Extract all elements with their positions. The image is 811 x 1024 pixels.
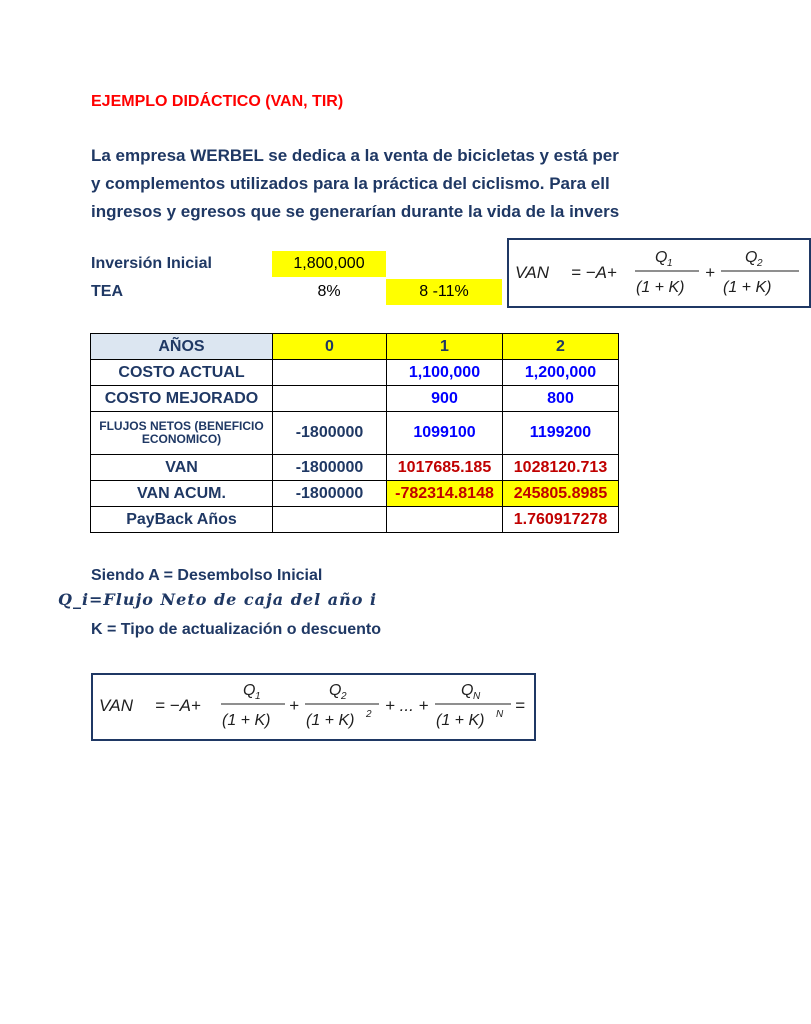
formula-top-s2: 2: [757, 258, 763, 269]
cell[interactable]: -1800000: [273, 455, 387, 481]
formula-qn: Q: [461, 682, 474, 699]
cell[interactable]: 1,200,000: [503, 360, 619, 386]
cell[interactable]: [273, 507, 387, 533]
cell[interactable]: -782314.8148: [387, 481, 503, 507]
table-row: [91, 360, 619, 386]
formula-lhs: VAN: [99, 696, 134, 715]
paragraph-line-3: ingresos y egresos que se generarían durante la vida de la invers: [91, 202, 620, 221]
formula-plus: +: [289, 696, 299, 715]
cell[interactable]: [387, 507, 503, 533]
inversion-label: Inversión Inicial: [91, 255, 212, 272]
formula-s1: 1: [255, 691, 261, 702]
row-label-flujos-netos[interactable]: FLUJOS NETOS (BENEFICIO ECONOMICO): [91, 412, 273, 455]
formula-box-bottom: [91, 673, 536, 741]
cell[interactable]: 245805.8985: [503, 481, 619, 507]
paragraph-line-1: La empresa WERBEL se dedica a la venta de bicicletas y está per: [91, 146, 619, 165]
cell[interactable]: 1099100: [387, 412, 503, 455]
formula-top-lhs: VAN: [515, 263, 550, 282]
formula-top-q1: Q: [655, 249, 668, 266]
formula-box-top: [507, 238, 811, 308]
cell[interactable]: 1,100,000: [387, 360, 503, 386]
cash-flow-table: [90, 333, 619, 533]
tea-range-cell[interactable]: 8 -11%: [386, 279, 502, 305]
formula-eq: = −A+: [155, 696, 201, 715]
formula-top-s1: 1: [667, 258, 673, 269]
table-row: [91, 455, 619, 481]
formula-bottom-svg: [93, 675, 534, 739]
cell[interactable]: -1800000: [273, 481, 387, 507]
table-row: [91, 386, 619, 412]
formula-top-den2: (1 + K): [723, 279, 772, 296]
definition-k: K = Tipo de actualización o descuento: [91, 621, 381, 638]
formula-denn: (1 + K): [436, 712, 485, 729]
formula-top-svg: [509, 240, 809, 306]
formula-top-den1: (1 + K): [636, 279, 685, 296]
formula-q2: Q: [329, 682, 342, 699]
row-label-costo-mejorado[interactable]: COSTO MEJORADO: [91, 386, 273, 412]
formula-s2: 2: [341, 691, 347, 702]
header-year-0[interactable]: 0: [273, 334, 387, 360]
cell[interactable]: 1199200: [503, 412, 619, 455]
table-row: [91, 481, 619, 507]
cell[interactable]: [273, 386, 387, 412]
header-year-1[interactable]: 1: [387, 334, 503, 360]
page-title: EJEMPLO DIDÁCTICO (VAN, TIR): [91, 93, 344, 110]
tea-label: TEA: [91, 283, 123, 300]
table-row: [91, 412, 619, 455]
cell[interactable]: 1.760917278: [503, 507, 619, 533]
header-years[interactable]: AÑOS: [91, 334, 273, 360]
cell[interactable]: 800: [503, 386, 619, 412]
table-row: [91, 507, 619, 533]
tea-value-cell[interactable]: 8%: [317, 283, 341, 300]
paragraph-line-2: y complementos utilizados para la práctica del ciclismo. Para ell: [91, 174, 610, 193]
formula-dots: + ... +: [385, 696, 429, 715]
row-label-van-acum[interactable]: VAN ACUM.: [91, 481, 273, 507]
row-label-costo-actual[interactable]: COSTO ACTUAL: [91, 360, 273, 386]
row-label-payback[interactable]: PayBack Años: [91, 507, 273, 533]
formula-top-q2: Q: [745, 249, 758, 266]
formula-q1: Q: [243, 682, 256, 699]
formula-sn: N: [473, 691, 481, 702]
cell[interactable]: 900: [387, 386, 503, 412]
inversion-value-cell[interactable]: 1,800,000: [272, 251, 386, 277]
formula-exp2: 2: [366, 709, 372, 720]
cell[interactable]: -1800000: [273, 412, 387, 455]
table-header-row: [91, 334, 619, 360]
definition-a: Siendo A = Desembolso Inicial: [91, 567, 323, 584]
formula-den2: (1 + K): [306, 712, 355, 729]
formula-top-plus: +: [705, 263, 715, 282]
cell[interactable]: [273, 360, 387, 386]
formula-top-eq: = −A+: [571, 263, 617, 282]
cell[interactable]: 1017685.185: [387, 455, 503, 481]
cell[interactable]: 1028120.713: [503, 455, 619, 481]
row-label-van[interactable]: VAN: [91, 455, 273, 481]
header-year-2[interactable]: 2: [503, 334, 619, 360]
formula-den1: (1 + K): [222, 712, 271, 729]
definition-q: Q_i=Flujo Neto de caja del año i: [58, 590, 378, 609]
formula-expn: N: [496, 709, 504, 720]
formula-end: =: [515, 696, 525, 715]
